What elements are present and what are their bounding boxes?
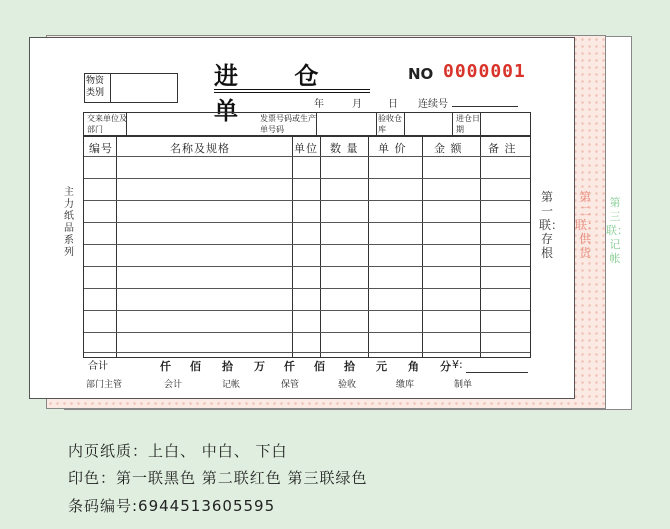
amount-unit: 元 bbox=[376, 360, 387, 373]
amount-unit: 分 bbox=[440, 360, 451, 373]
caption-color: 印色：第一联黑色 第二联红色 第三联绿色 bbox=[68, 469, 368, 487]
signature-label: 验收 bbox=[338, 380, 357, 390]
title-underline bbox=[214, 89, 370, 93]
amount-unit: 仟 bbox=[160, 360, 171, 373]
signature-label: 制单 bbox=[454, 380, 473, 390]
amount-unit: 拾 bbox=[222, 360, 233, 373]
table-row-line bbox=[84, 200, 530, 201]
date-year-label: 年 bbox=[314, 99, 324, 110]
form-title: 进 仓 单 bbox=[214, 61, 343, 125]
signature-label: 部门主管 bbox=[86, 380, 123, 390]
date-month-label: 月 bbox=[352, 99, 362, 110]
category-label: 物资类别 bbox=[85, 74, 111, 102]
form-number: 0000001 bbox=[443, 61, 526, 82]
serial-label: 连续号 bbox=[418, 99, 448, 110]
currency-symbol: ¥: bbox=[452, 358, 463, 371]
invoice-label: 发票号码或生产单号码 bbox=[260, 114, 316, 134]
amount-unit: 万 bbox=[254, 360, 265, 373]
amount-unit: 佰 bbox=[190, 360, 201, 373]
signature-label: 记帐 bbox=[222, 380, 241, 390]
table-row-line bbox=[84, 156, 530, 157]
serial-field[interactable] bbox=[452, 106, 518, 107]
amount-unit: 仟 bbox=[284, 360, 295, 373]
table-row-line bbox=[84, 332, 530, 333]
total-label: 合计 bbox=[88, 361, 108, 372]
amount-unit: 佰 bbox=[314, 360, 325, 373]
supplier-label: 交来单位及部门 bbox=[87, 114, 127, 134]
col-header-name: 名称及规格 bbox=[170, 142, 230, 155]
table-row-line bbox=[84, 310, 530, 311]
table-row-line bbox=[84, 266, 530, 267]
item-table bbox=[83, 136, 531, 358]
copy1-label: 第一联：存根 bbox=[539, 190, 564, 260]
col-header-price: 单 价 bbox=[378, 142, 407, 155]
category-box bbox=[84, 73, 178, 103]
signature-label: 保管 bbox=[281, 380, 300, 390]
table-row-line bbox=[84, 288, 530, 289]
date-day-label: 日 bbox=[388, 99, 398, 110]
number-prefix: NO bbox=[408, 65, 434, 83]
brand-vertical-label: 主力纸品系列 bbox=[64, 187, 74, 258]
table-row-line bbox=[84, 222, 530, 223]
category-value-field[interactable] bbox=[111, 74, 177, 102]
table-row-line bbox=[84, 244, 530, 245]
col-header-amount: 金 额 bbox=[434, 142, 463, 155]
copy2-label: 第二联：供货 bbox=[575, 190, 600, 260]
signature-label: 会计 bbox=[164, 380, 183, 390]
signature-label: 缴库 bbox=[396, 380, 415, 390]
table-row-line bbox=[84, 352, 530, 353]
amount-field[interactable] bbox=[466, 372, 528, 373]
info-row bbox=[83, 112, 531, 136]
table-row-line bbox=[84, 178, 530, 179]
entry-date-label: 进仓日期 bbox=[456, 114, 480, 134]
copy3-label: 第三联：记帐 bbox=[606, 196, 628, 265]
amount-unit: 拾 bbox=[344, 360, 355, 373]
caption-paper: 内页纸质：上白、 中白、 下白 bbox=[68, 442, 288, 460]
inspect-label: 验收仓库 bbox=[378, 114, 402, 134]
amount-unit: 角 bbox=[408, 360, 419, 373]
col-header-remark: 备 注 bbox=[488, 142, 517, 155]
caption-barcode: 条码编号:6944513605595 bbox=[68, 497, 276, 515]
col-header-qty: 数 量 bbox=[330, 142, 359, 155]
col-header-id: 编号 bbox=[89, 142, 113, 155]
col-header-unit: 单位 bbox=[294, 142, 318, 155]
